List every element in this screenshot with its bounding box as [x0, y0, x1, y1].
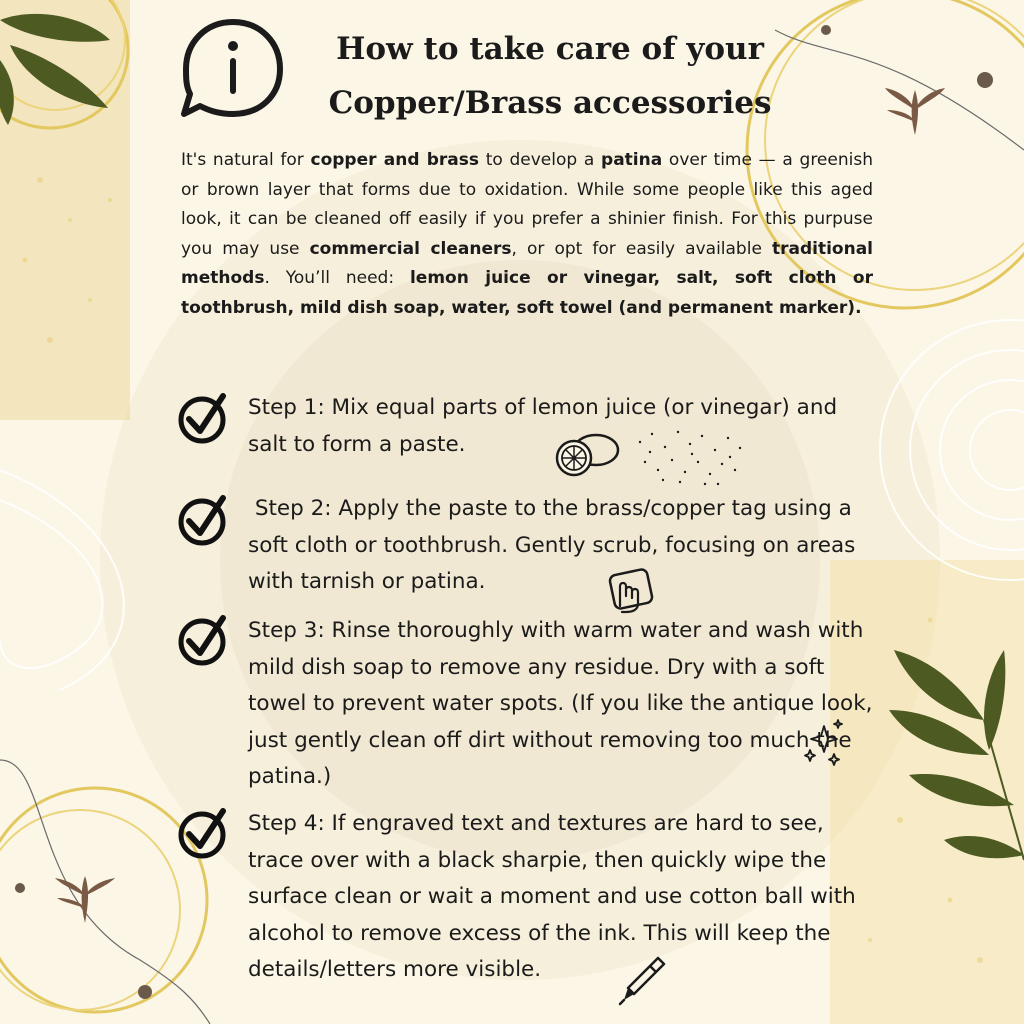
leaf-branch-top-left: [0, 0, 130, 130]
intro-bold-2: patina: [601, 150, 663, 170]
intro-bold-5: lemon juice or vinegar, salt, soft cloth or toothbrush, mild dish soap, water, soft towel (and permanent marker).: [181, 268, 873, 318]
check-circle-icon: [178, 494, 230, 546]
page-title: [300, 22, 800, 130]
marker-pen-icon: [614, 952, 670, 1008]
leaf-sprig-top-right: [885, 80, 945, 140]
intro-text-2: to develop a: [478, 150, 602, 170]
sparkle-icon: [800, 716, 844, 770]
title-line-1: How to take care of your: [336, 31, 764, 67]
check-circle-icon: [178, 614, 230, 666]
intro-text-1: It's natural for: [181, 150, 311, 170]
intro-paragraph: [181, 146, 873, 323]
step-1-text: Step 1: Mix equal parts of lemon juice (or vinegar) and salt to form a paste.: [248, 395, 838, 457]
title-line-2: Copper/Brass accessories: [328, 85, 772, 121]
intro-text-4: , or opt for easily available: [511, 238, 772, 259]
step-3-text: Step 3: Rinse thoroughly with warm water and wash with mild dish soap to remove any residue. Dry with a soft towel to prevent water spots. (If you like the antique look, just gently clean off dirt without removing too much the patina.): [248, 618, 873, 789]
check-circle-icon: [178, 392, 230, 444]
salt-sprinkle-icon: [630, 422, 750, 492]
step-4-text: Step 4: If engraved text and textures are hard to see, trace over with a black sharpie, then quickly wipe the surface clean or wait a moment and use cotton ball with alcohol to remove excess of the ink. This will keep the details/letters more visible.: [248, 811, 856, 982]
intro-bold-3: commercial cleaners: [309, 238, 512, 259]
intro-text-3: over time — a greenish or brown layer that forms due to oxidation. While some people like this aged look, it can be cleaned off easily if you prefer a shinier finish. For this purpuse you may use: [181, 150, 873, 259]
intro-bold-1: copper and brass: [310, 150, 479, 170]
leaf-sprig-bottom-left: [55, 868, 115, 928]
lemon-icon: [552, 428, 622, 480]
scrubbing-hand-icon: [604, 566, 656, 614]
info-speech-bubble-icon: [178, 14, 288, 124]
leaf-branch-bottom-right: [884, 640, 1024, 880]
intro-bold-4: traditional methods: [181, 238, 873, 288]
step-2-text: Step 2: Apply the paste to the brass/copper tag using a soft cloth or toothbrush. Gently scrub, focusing on areas with tarnish or patina.: [248, 496, 863, 594]
intro-text-5: . You’ll need:: [264, 268, 410, 288]
check-circle-icon: [178, 807, 230, 859]
